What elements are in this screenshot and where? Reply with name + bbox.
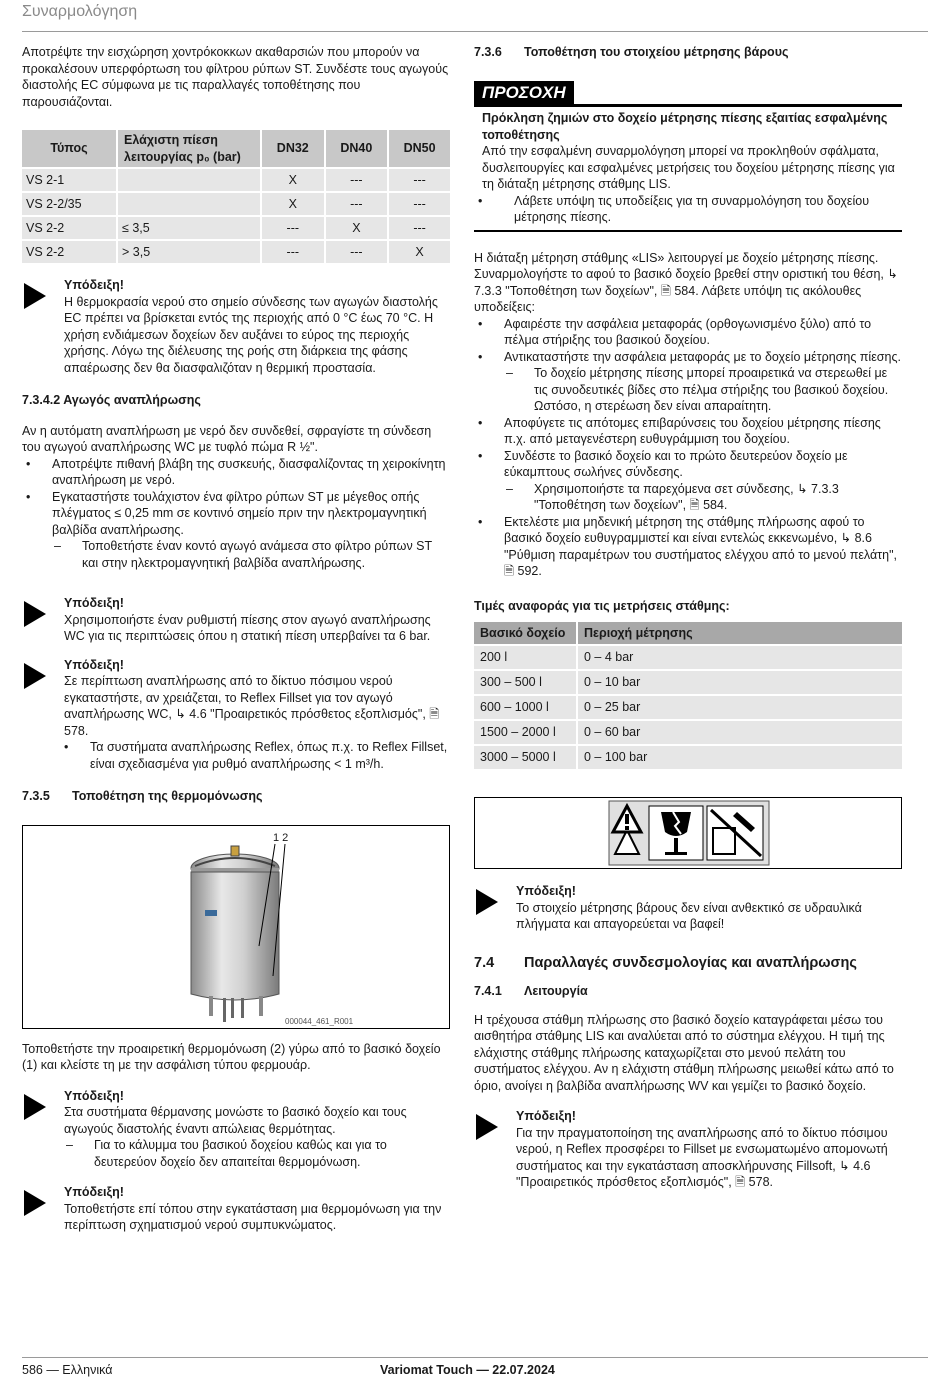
dash-item: – Χρησιμοποιήστε τα παρεχόμενα σετ σύνδεσης, ↳ 7.3.3 "Τοποθέτηση των δοχείων", 🗎 584. (474, 481, 902, 514)
bullet-item: • Αντικαταστήστε την ασφάλεια μεταφοράς με το δοχείο μέτρησης πίεσης. (474, 349, 902, 366)
figure-callouts: 1 2 (273, 831, 289, 844)
reference-values-title: Τιμές αναφοράς για τις μετρήσεις στάθμης: (474, 598, 730, 613)
note-text: Τοποθετήστε επί τόπου στην εγκατάσταση μια θερμομόνωση για την περίπτωση σχηματισμού νερού συμπυκνώματος. (64, 1201, 442, 1232)
caution-bullet: • Λάβετε υπόψη τις υποδείξεις για τη συναρμολόγηση του δοχείου μέτρησης πίεσης. (474, 193, 902, 226)
fragile-icon (649, 806, 703, 860)
table-cell: 3000 – 5000 l (474, 744, 578, 769)
table-cell: --- (389, 191, 450, 215)
bullet-item: • Αφαιρέστε την ασφάλεια μεταφοράς (ορθογωνισμένο ξύλο) από το πέλμα στήριξης του βασικού δοχείου. (474, 316, 902, 349)
note-insulate (22, 1088, 450, 1171)
table-row (474, 694, 902, 719)
table-row (474, 669, 902, 694)
warning-symbols-figure (474, 797, 902, 869)
arrow-icon (24, 1190, 46, 1216)
reference-table (474, 622, 902, 769)
table-cell: 0 – 100 bar (578, 744, 902, 769)
note-condensate (22, 1184, 450, 1234)
table-cell: VS 2-2 (22, 239, 118, 263)
table-cell: --- (389, 215, 450, 239)
note-title: Υπόδειξη! (64, 1185, 124, 1199)
note-fillset (22, 657, 450, 773)
bullet-item: • Τα συστήματα αναπλήρωσης Reflex, όπως π.χ. το Reflex Fillset, είναι σχεδιασμένα για ρυθμό αναπλήρωσης < 1 m³/h. (60, 739, 450, 772)
note-title: Υπόδειξη! (64, 596, 124, 610)
table-cell: ≤ 3,5 (118, 215, 262, 239)
table-cell (118, 167, 262, 191)
note-not-resistant (474, 883, 902, 933)
bullet-item: • Συνδέστε το βασικό δοχείο και το πρώτο δευτερεύον δοχείο με εύκαμπτους σωλήνες σύνδεσης. (474, 448, 902, 481)
table-cell: --- (326, 239, 390, 263)
table-cell: VS 2-2 (22, 215, 118, 239)
note-fillsoft (474, 1108, 902, 1191)
tank-illustration (23, 826, 449, 1028)
arrow-icon (476, 889, 498, 915)
warning-pictograms (475, 798, 901, 868)
note-title: Υπόδειξη! (516, 884, 576, 898)
heading-7-4-1: 7.4.1 Λειτουργία (474, 984, 588, 998)
dash-item: – Τοποθετήστε έναν κοντό αγωγό ανάμεσα στο φίλτρο ρύπων ST και στην ηλεκτρομαγνητική βαλβίδα αναπλήρωσης. (22, 538, 450, 571)
note-text: Η θερμοκρασία νερού στο σημείο σύνδεσης των αγωγών διαστολής EC πρέπει να βρίσκεται εντός της περιοχής από 0 °C έως 70 °C. Η χρήση ενδιάμεσων δοχείων δεν αυξάνει το εύρος της περιοχής χρήσης. Λόγω της διέλευσης της ροής στη διάρκεια της φάσης απαέρωσης δεν θα διασφαλιζόταν η θερμική προστασία. (64, 294, 438, 375)
note-title: Υπόδειξη! (64, 1088, 124, 1103)
th-dn40: DN40 (326, 130, 390, 167)
table-cell: --- (326, 167, 390, 191)
caution-title: Πρόκληση ζημιών στο δοχείο μέτρησης πίεσης εξαιτίας εσφαλμένης τοποθέτησης (482, 111, 888, 142)
paragraph: Τοποθετήστε την προαιρετική θερμομόνωση (2) γύρω από το βασικό δοχείο (1) και κλείστε τη με την ασφάλιση τύπου φερμουάρ. (22, 1041, 441, 1072)
figure-code: 000044_461_R001 (285, 1016, 354, 1026)
th-base-vessel: Βασικό δοχείο (474, 622, 578, 644)
table-cell: 300 – 500 l (474, 669, 578, 694)
table-row (474, 644, 902, 669)
th-dn32: DN32 (262, 130, 326, 167)
expansion-line-table (22, 130, 450, 263)
paragraph: Η διάταξη μέτρηση στάθμης «LIS» λειτουργεί με δοχείο μέτρησης πίεσης. Συναρμολογήστε το αφού το βασικό δοχείο βρεθεί στην οριστική του θέση, ↳ 7.3.3 "Τοποθέτηση των δοχείων", 🗎 584. Λάβετε υπόψη τις ακόλουθες υποδείξεις: (474, 250, 898, 314)
arrow-icon (24, 283, 46, 309)
th-type: Τύπος (22, 130, 118, 167)
heading-7-3-5: 7.3.5 Τοποθέτηση της θερμομόνωσης (22, 789, 263, 803)
note-text: Στα συστήματα θέρμανσης μονώστε το βασικό δοχείο και τους αγωγούς διαστολής έναντι απώλειας θερμότητας. (64, 1105, 407, 1136)
note-text: Σε περίπτωση αναπλήρωσης από το δίκτυο πόσιμου νερού εγκαταστήστε, αν χρειάζεται, το Reflex Fillset για τον αγωγό αναπλήρωσης WC, ↳ 4.6 "Προαιρετικός πρόσθετος εξοπλισμός", 🗎 578. (64, 674, 440, 738)
insulation-figure (22, 825, 450, 1029)
caution-label: ΠΡΟΣΟΧΗ (474, 81, 574, 105)
note-text: Χρησιμοποιήστε έναν ρυθμιστή πίεσης στον αγωγό αναπλήρωσης WC για τις περιπτώσεις όπου η στατική πίεση υπερβαίνει τα 6 bar. (64, 612, 431, 643)
heading-7-4: 7.4 Παραλλαγές συνδεσμολογίας και αναπλήρωσης (474, 954, 857, 971)
table-cell: 0 – 60 bar (578, 719, 902, 744)
table-cell: 1500 – 2000 l (474, 719, 578, 744)
th-min-pressure: Ελάχιστη πίεση λειτουργίας p₀ (bar) (118, 130, 262, 167)
table-row (474, 744, 902, 769)
heading-7-3-4-2: 7.3.4.2 Αγωγός αναπλήρωσης (22, 393, 201, 407)
right-column (474, 44, 902, 1191)
caution-box (474, 61, 902, 232)
dash-item: – Το δοχείο μέτρησης πίεσης μπορεί προαιρετικά να στερεωθεί με τις συνοδευτικές βίδες στο πέλμα στήριξης του βασικού δοχείου. Ωστόσο, η στερέωση δεν είναι απαραίτητη. (474, 365, 902, 415)
bullet-item: • Εκτελέστε μια μηδενική μέτρηση της στάθμης πλήρωσης αφού το βασικό δοχείο ευθυγραμμιστεί και είναι εντελώς εκκενωμένο, ↳ 8.6 "Ρύθμιση παραμέτρων του συστήματος ελέγχου από το μενού πελάτη", 🗎 592. (474, 514, 902, 580)
note-title: Υπόδειξη! (64, 278, 124, 292)
th-dn50: DN50 (389, 130, 450, 167)
table-row (22, 215, 450, 239)
bullet-item: • Εγκαταστήστε τουλάχιστον ένα φίλτρο ρύπων ST με μέγεθος οπής πλέγματος ≤ 0,25 mm σε κοντινό σημείο πριν την ηλεκτρομαγνητική βαλβίδα αναπλήρωσης. (22, 489, 450, 539)
table-cell: 0 – 25 bar (578, 694, 902, 719)
caution-rule (474, 104, 902, 107)
left-column (22, 44, 450, 1234)
table-row (474, 719, 902, 744)
table-row (22, 191, 450, 215)
table-row (22, 239, 450, 263)
dash-item: – Για το κάλυμμα του βασικού δοχείου καθώς και για το δευτερεύον δοχείο δεν απαιτείται θερμομόνωση. (34, 1137, 450, 1170)
table-cell: --- (262, 215, 326, 239)
note-temperature (22, 277, 450, 376)
table-cell: 0 – 10 bar (578, 669, 902, 694)
table-cell: X (389, 239, 450, 263)
arrow-icon (476, 1114, 498, 1140)
table-cell: X (262, 191, 326, 215)
table-cell: VS 2-1 (22, 167, 118, 191)
table-cell: > 3,5 (118, 239, 262, 263)
table-cell: --- (326, 191, 390, 215)
arrow-icon (24, 601, 46, 627)
table-cell: X (326, 215, 390, 239)
no-paint-icon (707, 806, 763, 860)
table-cell: VS 2-2/35 (22, 191, 118, 215)
caution-text: Από την εσφαλμένη συναρμολόγηση μπορεί να προκληθούν σφάλματα, δυσλειτουργίες και εσφαλμένες μετρήσεις του δοχείου μέτρησης πίεσης για τη διάταξη μέτρησης στάθμης LIS. (482, 144, 895, 191)
document-title: Variomat Touch — 22.07.2024 (380, 1363, 555, 1377)
note-text: Το στοιχείο μέτρησης βάρους δεν είναι ανθεκτικό σε υδραυλικά πλήγματα και απαγορεύεται να βαφεί! (516, 900, 862, 931)
running-header: Συναρμολόγηση (22, 3, 138, 20)
table-cell: 600 – 1000 l (474, 694, 578, 719)
arrow-icon (24, 1094, 46, 1120)
bullet-item: • Αποτρέψτε πιθανή βλάβη της συσκευής, διασφαλίζοντας τη χειροκίνητη αναπλήρωση με νερό. (22, 456, 450, 489)
note-text: Για την πραγματοποίηση της αναπλήρωσης από το δίκτυο πόσιμου νερού, η Reflex προσφέρει το Fillset με ενσωματωμένο απομονωτή συστήματος και την εγκατάσταση αποσκλήρυνσης Fillsoft, ↳ 4.6 "Προαιρετικός πρόσθετος εξοπλισμός", 🗎 578. (516, 1125, 888, 1189)
paragraph: Η τρέχουσα στάθμη πλήρωσης στο βασικό δοχείο καταγράφεται μέσω του αισθητήρα στάθμης LIS και αναλύεται από το σύστημα ελέγχου. Η τιμή της ελάχιστης στάθμης πλήρωσης καταχωρίζεται στο μενού πελάτη του συστήματος ελέγχου. Αν η ελάχιστη στάθμη πλήρωσης μειωθεί κάτω από το όριο, ανοίγει η βαλβίδα αναπλήρωσης WV και γεμίζει το βασικό δοχείο. (474, 1012, 894, 1093)
footer-rule (22, 1357, 928, 1358)
arrow-icon (24, 663, 46, 689)
page-number: 586 — Ελληνικά (22, 1363, 113, 1377)
heading-7-3-6: 7.3.6 Τοποθέτηση του στοιχείου μέτρησης βάρους (474, 45, 789, 59)
table-cell: --- (389, 167, 450, 191)
header-rule (22, 31, 928, 32)
note-pressure-reducer (22, 595, 450, 645)
paragraph: Αν η αυτόματη αναπλήρωση με νερό δεν συνδεθεί, σφραγίστε τη σύνδεση του αγωγού αναπλήρωσης WC με τυφλό πώμα R ½". (22, 423, 432, 454)
table-cell: --- (262, 239, 326, 263)
table-cell: 0 – 4 bar (578, 644, 902, 669)
table-cell: X (262, 167, 326, 191)
note-title: Υπόδειξη! (516, 1109, 576, 1123)
th-measuring-range: Περιοχή μέτρησης (578, 622, 902, 644)
bullet-item: • Αποφύγετε τις απότομες επιβαρύνσεις του δοχείου μέτρησης πίεσης π.χ. από μεταγενέστερη ευθυγράμμιση του δοχείου. (474, 415, 902, 448)
note-title: Υπόδειξη! (64, 657, 124, 672)
intro-paragraph: Αποτρέψτε την εισχώρηση χοντρόκοκκων ακαθαρσιών που μπορούν να προκαλέσουν υπερφόρτωση του φίλτρου ρύπων ST. Συνδέστε τους αγωγούς διαστολής EC σύμφωνα με τις παραλλαγές τοποθέτησης που παρουσιάζονται. (22, 45, 449, 109)
table-row (22, 167, 450, 191)
table-cell: 200 l (474, 644, 578, 669)
table-cell (118, 191, 262, 215)
